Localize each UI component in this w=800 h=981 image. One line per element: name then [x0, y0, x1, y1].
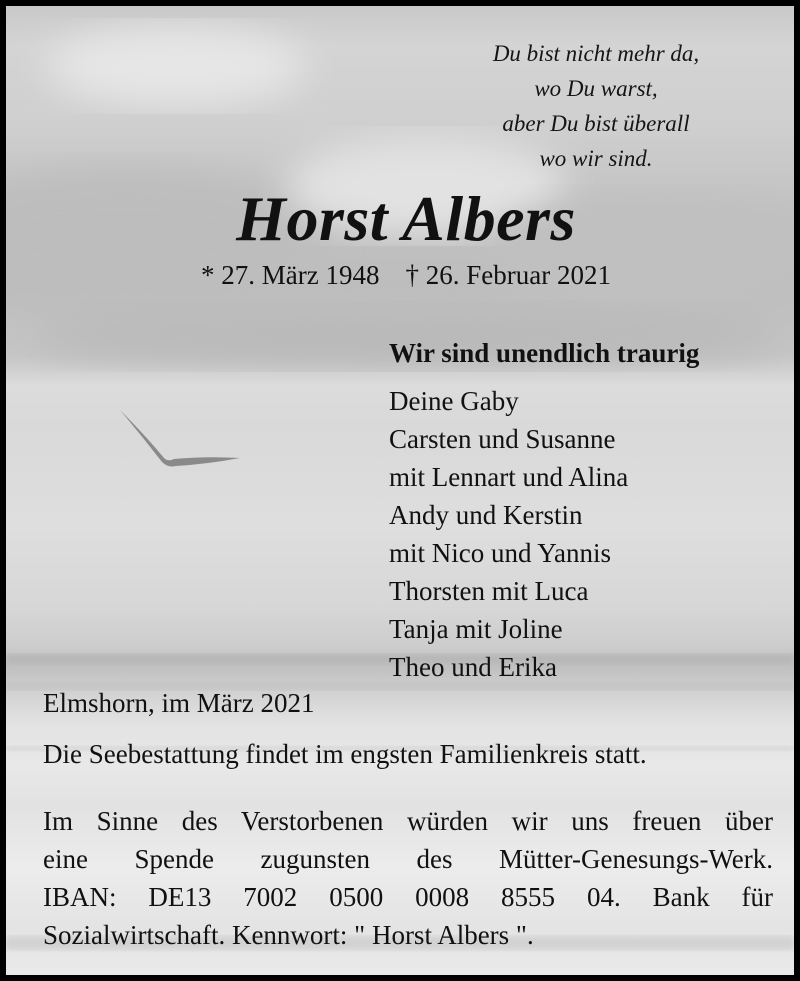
poem-line: wo wir sind.	[539, 146, 653, 171]
donation-line: Sozialwirtschaft. Kennwort: " Horst Albers ".	[43, 920, 534, 950]
mourner: mit Lennart und Alina	[389, 462, 629, 492]
mourners-list	[389, 334, 699, 686]
mourner: mit Nico und Yannis	[389, 538, 612, 568]
donation-line: IBAN: DE13 7002 0500 0008 8555 04. Bank für	[43, 882, 773, 912]
life-dates	[6, 260, 800, 291]
poem-line: wo Du warst,	[534, 76, 658, 101]
mourner: Deine Gaby	[389, 386, 519, 416]
mourner: Tanja mit Joline	[389, 614, 563, 644]
poem-line: Du bist nicht mehr da,	[492, 41, 700, 66]
donation-line: Im Sinne des Verstorbenen würden wir uns freuen über	[43, 806, 773, 836]
death-date: † 26. Februar 2021	[405, 260, 611, 290]
poem-line: aber Du bist überall	[502, 111, 690, 136]
mourner: Carsten und Susanne	[389, 424, 616, 454]
mourner: Theo und Erika	[389, 652, 557, 682]
donation-line: eine Spende zugunsten des Mütter-Genesungs-Werk.	[43, 844, 773, 874]
seagull-icon	[116, 406, 246, 476]
deceased-name: Horst Albers	[236, 183, 576, 254]
mourner: Andy und Kerstin	[389, 500, 583, 530]
mourner: Thorsten mit Luca	[389, 576, 589, 606]
burial-notice: Die Seebestattung findet im engsten Familienkreis statt.	[43, 739, 647, 769]
mourners-heading: Wir sind unendlich traurig	[389, 338, 700, 368]
place-and-date: Elmshorn, im März 2021	[43, 688, 315, 718]
donation-request	[43, 802, 773, 954]
poem	[436, 36, 756, 176]
birth-date: * 27. März 1948	[201, 260, 380, 290]
